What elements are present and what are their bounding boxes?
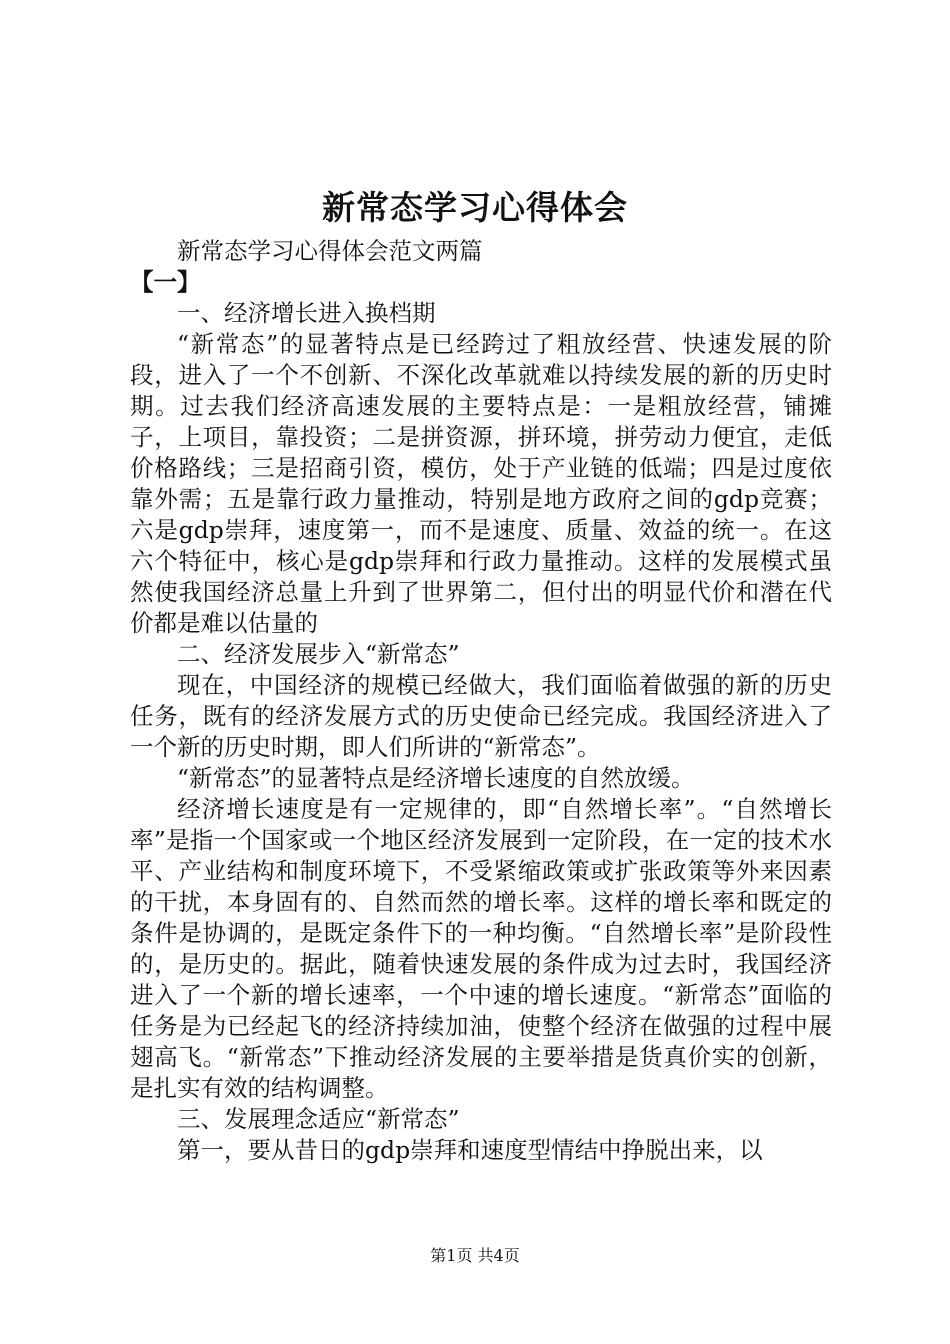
heading-two: 二、经济发展步入“新常态”	[177, 640, 460, 668]
paragraph: 第一，要从昔日的gdp崇拜和速度型情结中挣脱出来，以	[177, 1136, 763, 1164]
section-mark: 【一】	[130, 268, 201, 296]
paragraph: 经济增长速度是有一定规律的，即“自然增长率”。“自然增长率”是指一个国家或一个地区经济发展到一定阶段，在一定的技术水平、产业结构和制度环境下，不受紧缩政策或扩张政策等外来因素的干扰，本身固有的、自然而然的增长率。这样的增长率和既定的条件是协调的，是既定条件下的一种均衡。“自然增长率”是阶段性的，是历史的。据此，随着快速发展的条件成为过去时，我国经济进入了一个新的增长速率，一个中速的增长速度。“新常态”面临的任务是为已经起飞的经济持续加油，使整个经济在做强的过程中展翅高飞。“新常态”下推动经济发展的主要举措是货真价实的创新，是扎实有效的结构调整。	[130, 795, 832, 1102]
document-title: 新常态学习心得体会	[322, 188, 628, 227]
paragraph: “新常态”的显著特点是已经跨过了粗放经营、快速发展的阶段，进入了一个不创新、不深化改革就难以持续发展的新的历史时期。过去我们经济高速发展的主要特点是：一是粗放经营，铺摊子，上项目，靠投资；二是拼资源，拼环境，拼劳动力便宜，走低价格路线；三是招商引资，模仿，处于产业链的低端；四是过度依靠外需；五是靠行政力量推动，特别是地方政府之间的gdp竞赛；六是gdp崇拜，速度第一，而不是速度、质量、效益的统一。在这六个特征中，核心是gdp崇拜和行政力量推动。这样的发展模式虽然使我国经济总量上升到了世界第二，但付出的明显代价和潜在代价都是难以估量的	[130, 330, 832, 637]
document-body	[130, 236, 832, 1166]
document-subtitle: 新常态学习心得体会范文两篇	[177, 237, 483, 265]
paragraph: “新常态”的显著特点是经济增长速度的自然放缓。	[177, 764, 695, 792]
heading-one: 一、经济增长进入换档期	[177, 299, 436, 327]
heading-three: 三、发展理念适应“新常态”	[177, 1105, 460, 1133]
paragraph: 现在，中国经济的规模已经做大，我们面临着做强的新的历史任务，既有的经济发展方式的历史使命已经完成。我国经济进入了一个新的历史时期，即人们所讲的“新常态”。	[130, 671, 832, 761]
page-footer: 第1页 共4页	[430, 1246, 520, 1265]
